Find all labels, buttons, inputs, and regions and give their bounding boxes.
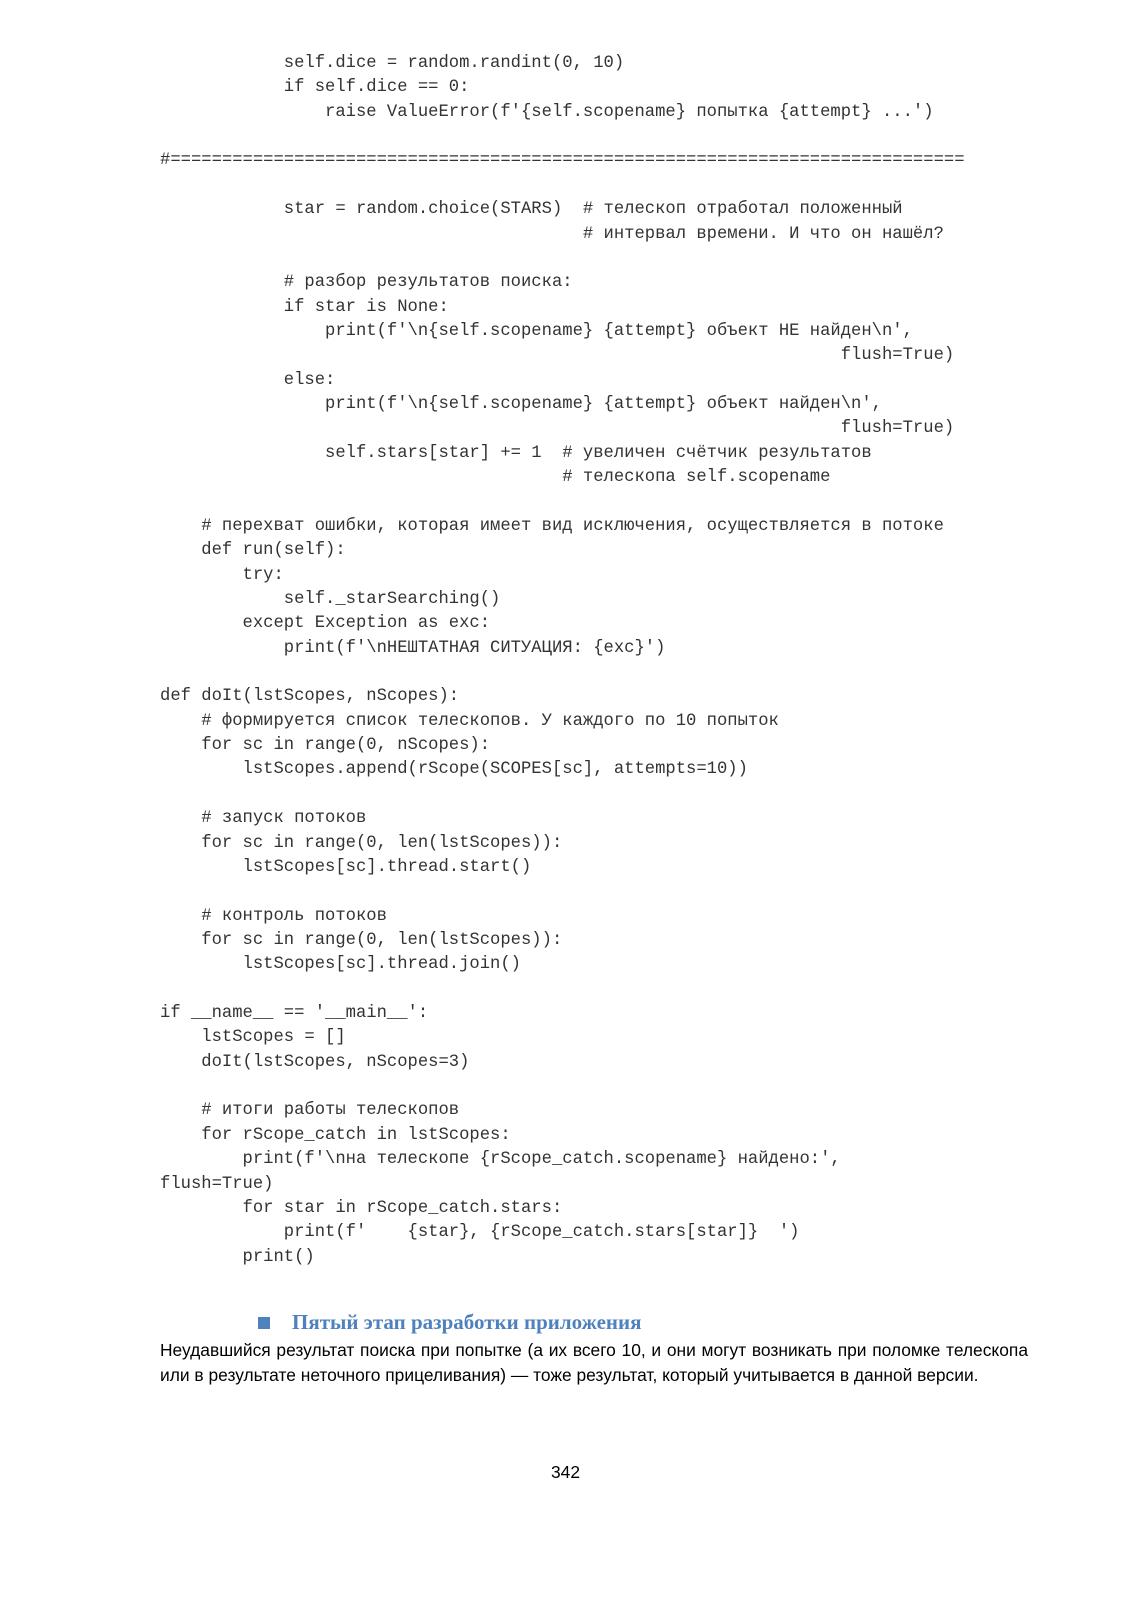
code-line: print(f'\n{self.scopename} {attempt} объект найден\n', xyxy=(160,395,882,415)
code-line: print(f'\nна телескопе {rScope_catch.scopename} найдено:', xyxy=(160,1150,841,1170)
code-line: doIt(lstScopes, nScopes=3) xyxy=(160,1052,470,1072)
code-line: for rScope_catch in lstScopes: xyxy=(160,1125,511,1145)
code-line: for sc in range(0, len(lstScopes)): xyxy=(160,930,563,950)
code-line xyxy=(160,978,1060,1002)
code-line: print(f'\n{self.scopename} {attempt} объект НЕ найден\n', xyxy=(160,321,913,341)
code-line: star = random.choice(STARS) # телескоп отработал положенный xyxy=(160,200,903,220)
code-line: # формируется список телескопов. У каждого по 10 попыток xyxy=(160,711,779,731)
code-line xyxy=(160,661,1060,685)
code-line: for sc in range(0, nScopes): xyxy=(160,736,491,756)
section-heading xyxy=(258,1310,641,1335)
code-line: lstScopes[sc].thread.start() xyxy=(160,857,532,877)
body-paragraph: Неудавшийся результат поиска при попытке (а их всего 10, и они могут возникать при поломке телескопа или в результате неточного прицеливания) — тоже результат, который учитывается в данной версии. xyxy=(160,1340,1028,1385)
code-line: flush=True) xyxy=(160,1174,274,1194)
code-line: else: xyxy=(160,370,336,390)
page-number: 342 xyxy=(550,1462,580,1482)
code-line: print() xyxy=(160,1247,315,1267)
code-line: if star is None: xyxy=(160,297,449,317)
square-bullet-icon xyxy=(258,1317,270,1329)
code-line: # перехват ошибки, которая имеет вид исключения, осуществляется в потоке xyxy=(160,516,944,536)
section-heading-text: Пятый этап разработки приложения xyxy=(292,1310,642,1334)
code-line: lstScopes.append(rScope(SCOPES[sc], attempts=10)) xyxy=(160,760,748,780)
code-line: # итоги работы телескопов xyxy=(160,1101,460,1121)
code-line: flush=True) xyxy=(160,346,955,366)
code-line xyxy=(160,1075,1060,1099)
code-line: self.dice = random.randint(0, 10) xyxy=(160,54,625,73)
code-line xyxy=(160,247,1060,271)
code-line: for sc in range(0, len(lstScopes)): xyxy=(160,833,563,853)
code-line: #============================================================================= xyxy=(160,151,965,171)
code-line: for star in rScope_catch.stars: xyxy=(160,1198,563,1218)
code-line xyxy=(160,783,1060,807)
code-line: # контроль потоков xyxy=(160,906,387,926)
code-line: if self.dice == 0: xyxy=(160,78,470,98)
code-line: print(f'\nНЕШТАТНАЯ СИТУАЦИЯ: {exc}') xyxy=(160,638,666,658)
code-line: # разбор результатов поиска: xyxy=(160,273,573,293)
code-line: print(f' {star}, {rScope_catch.stars[star]} ') xyxy=(160,1223,800,1243)
code-line: def run(self): xyxy=(160,541,346,561)
code-line: self.stars[star] += 1 # увеличен счётчик результатов xyxy=(160,443,872,463)
code-line xyxy=(160,880,1060,904)
code-line: self._starSearching() xyxy=(160,589,501,609)
code-line xyxy=(160,174,1060,198)
code-line: lstScopes[sc].thread.join() xyxy=(160,955,521,975)
code-line xyxy=(160,125,1060,149)
code-line: if __name__ == '__main__': xyxy=(160,1004,429,1024)
code-line: def doIt(lstScopes, nScopes): xyxy=(160,687,460,707)
code-line: # телескопа self.scopename xyxy=(160,468,831,488)
code-line: # запуск потоков xyxy=(160,809,367,829)
code-line: raise ValueError(f'{self.scopename} попытка {attempt} ...') xyxy=(160,102,934,122)
code-listing xyxy=(160,52,1060,1270)
code-line xyxy=(160,490,1060,514)
code-line: try: xyxy=(160,565,284,585)
code-line: flush=True) xyxy=(160,419,955,439)
code-line: lstScopes = [] xyxy=(160,1028,346,1048)
code-line: # интервал времени. И что он нашёл? xyxy=(160,224,944,244)
code-line: except Exception as exc: xyxy=(160,614,491,634)
